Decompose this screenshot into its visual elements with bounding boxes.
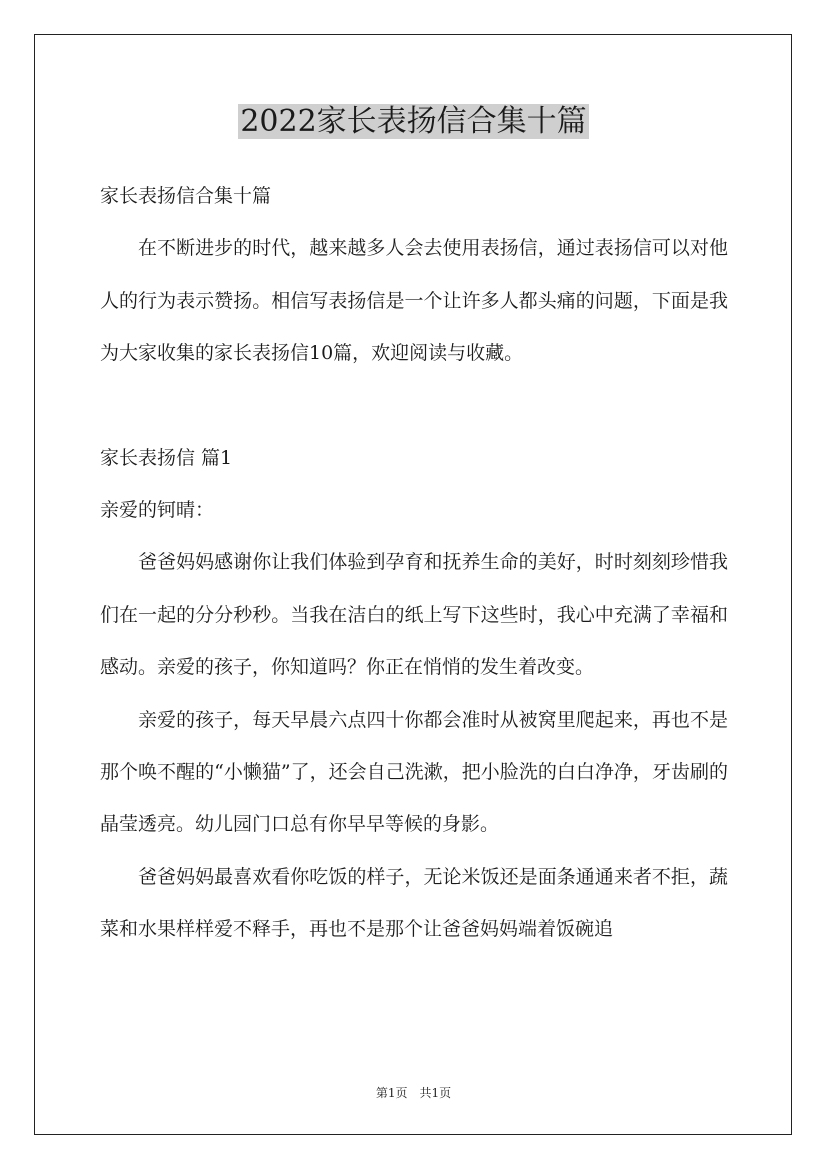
document-title [0,100,827,144]
body-paragraph: 亲爱的孩子，每天早晨六点四十你都会准时从被窝里爬起来，再也不是那个唤不醒的“小懒猫”了，还会自己洗漱，把小脸洗的白白净净，牙齿刷的晶莹透亮。幼儿园门口总有你早早等候的身影。 [100,708,728,836]
body-paragraph: 爸爸妈妈最喜欢看你吃饭的样子，无论米饭还是面条通通来者不拒，蔬菜和水果样样爱不释手，再也不是那个让爸爸妈妈端着饭碗追 [100,865,728,941]
body-paragraph: 爸爸妈妈感谢你让我们体验到孕育和抚养生命的美好，时时刻刻珍惜我们在一起的分分秒秒。当我在洁白的纸上写下这些时，我心中充满了幸福和感动。亲爱的孩子，你知道吗？你正在悄悄的发生着改变。 [100,551,728,679]
document-body [100,170,728,956]
page-footer [0,1085,827,1101]
letter-salutation: 亲爱的钶晴： [100,499,215,522]
document-title-text: 2022家长表扬信合集十篇 [240,104,587,139]
section-heading: 家长表扬信 篇1 [100,446,233,469]
document-subtitle: 家长表扬信合集十篇 [100,185,272,207]
intro-paragraph: 在不断进步的时代，越来越多人会去使用表扬信，通过表扬信可以对他人的行为表示赞扬。相信写表扬信是一个让许多人都头痛的问题，下面是我为大家收集的家长表扬信10篇，欢迎阅读与收藏。 [100,237,728,365]
page-number-label: 第1页 共1页 [375,1086,452,1100]
